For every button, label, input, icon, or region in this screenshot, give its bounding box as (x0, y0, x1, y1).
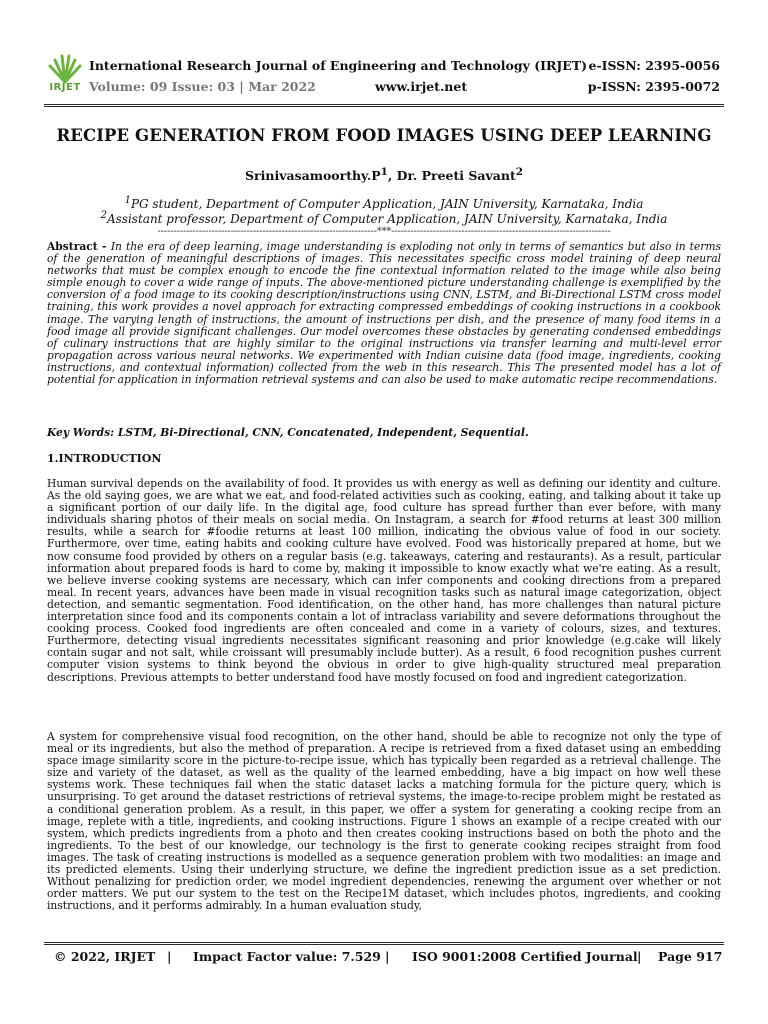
logo-text: IRJET (49, 82, 81, 93)
footer-divider (44, 942, 724, 945)
footer-separator: | (637, 949, 642, 964)
paper-title: RECIPE GENERATION FROM FOOD IMAGES USING DEEP LEARNING (56, 126, 712, 145)
author-1-sup: 1 (380, 166, 388, 178)
footer-separator: | (167, 949, 172, 964)
abstract-text: In the era of deep learning, image understanding is exploding not only in terms of semantics but also in terms of the generation of meaningful descriptions of images. This necessitates specific cross model training of deep neural networks that must be complex enough to encode the fine contextual information related to the image while also being simple enough to cover a wide range of inputs. The above-mentioned picture understanding challenge is exemplified by the conversion of a food image to its cooking description/instructions using CNN, LSTM, and Bi-Directional LSTM cross model training, this work provides a novel approach for extracting compressed embeddings of cooking instructions in a cookbook image. The varying length of instructions, the amount of instructions per dish, and the presence of many food items in a food image all provide significant challenges. Our model overcomes these obstacles by generating condensed embeddings of culinary instructions that are highly similar to the original instructions via transfer learning and multi-level error propagation across various neural networks. We experimented with Indian cuisine data (food image, ingredients, cooking instructions, and contextual information) collected from the web in this research. This The presented model has a lot of potential for application in information retrieval systems and can also be used to make automatic recipe recommendations. (47, 240, 721, 387)
irjet-logo (44, 54, 86, 98)
introduction-paragraph-2: A system for comprehensive visual food recognition, on the other hand, should be able to recognize not only the type of meal or its ingredients, but also the method of preparation. A recipe is retrieved from a fixed dataset using an embedding space image similarity score in the picture-to-recipe issue, which has typically been regarded as a retrieval challenge. The size and variety of the dataset, as well as the quality of the learned embedding, have a big impact on how well these systems work. These techniques fail when the static dataset lacks a matching formula for the picture query, which is unsurprising. To get around the dataset restrictions of retrieval systems, the image-to-recipe problem might be restated as a conditional generation problem. As a result, in this paper, we offer a system for generating a cooking recipe from an image, replete with a title, ingredients, and cooking instructions. Figure 1 shows an example of a recipe created with our system, which predicts ingredients from a photo and then creates cooking instructions based on both the photo and the ingredients. To the best of our knowledge, our technology is the first to generate cooking recipes straight from food images. The task of creating instructions is modelled as a sequence generation problem with two modalities: an image and its predicted elements. Using their underlying structure, we define the ingredient prediction issue as a set prediction. Without penalizing for prediction order, we model ingredient dependencies, renewing the argument over whether or not order matters. We put our system to the test on the Recipe1M dataset, which includes photos, ingredients, and cooking instructions, and it performs admirably. In a human evaluation study, (47, 730, 721, 913)
affiliation-2 (40, 210, 728, 226)
header-divider (44, 104, 724, 109)
author-1: Srinivasamoorthy.P (245, 168, 381, 184)
author-separator: , (387, 168, 397, 184)
author-2-sup: 2 (515, 166, 523, 178)
affiliation-2-text: Assistant professor, Department of Computer Application, JAIN University, Karnataka, India (106, 212, 668, 226)
abstract (47, 241, 721, 386)
footer-impact-factor: Impact Factor value: 7.529 (193, 949, 381, 964)
volume-issue: Volume: 09 Issue: 03 | Mar 2022 (89, 79, 316, 94)
authors-line (40, 166, 728, 183)
footer-copyright: © 2022, IRJET (54, 949, 156, 964)
affiliation-2-sup: 2 (100, 210, 107, 221)
author-2: Dr. Preeti Savant (396, 168, 516, 184)
affiliation-1-text: PG student, Department of Computer Application, JAIN University, Karnataka, India (130, 197, 644, 211)
e-issn: e-ISSN: 2395-0056 (588, 58, 720, 73)
affiliation-1 (40, 195, 728, 211)
affiliation-1-sup: 1 (124, 195, 131, 206)
section-heading-introduction: 1.INTRODUCTION (47, 452, 162, 465)
journal-name: International Research Journal of Engineering and Technology (IRJET) (89, 58, 588, 73)
introduction-paragraph-1: Human survival depends on the availability of food. It provides us with energy as well as defining our identity and culture. As the old saying goes, we are what we eat, and food-related activities such as cooking, eating, and talking about it take up a significant portion of our daily life. In the digital age, food culture has spread further than ever before, with many individuals sharing photos of their meals on social media. On Instagram, a search for #food returns at least 300 million results, while a search for #foodie returns at least 100 million, indicating the obvious value of food in our society. Furthermore, over time, eating habits and cooking culture have evolved. Food was historically prepared at home, but we now consume food provided by others on a regular basis (e.g. takeaways, catering and restaurants). As a result, particular information about prepared foods is hard to come by, making it impossible to know exactly what we're eating. As a result, we believe inverse cooking systems are necessary, which can infer components and cooking directions from a prepared meal. In recent years, advances have been made in visual recognition tasks such as natural image categorization, object detection, and semantic segmentation. Food identification, on the other hand, has more challenges than natural picture interpretation since food and its components contain a lot of intraclass variability and severe deformations throughout the cooking process. Cooked food ingredients are often concealed and come in a variety of colours, sizes, and textures. Furthermore, detecting visual ingredients necessitates significant reasoning and prior knowledge (e.g.cake will likely contain sugar and not salt, while croissant will presumably include butter). As a result, 6 food recognition pushes current computer vision systems to think beyond the obvious in order to give high-quality structured meal preparation descriptions. Previous attempts to better understand food have mostly focused on food and ingredient categorization. (47, 477, 721, 684)
keywords (47, 427, 721, 439)
section-separator: ---------------------------------------------------------------------***--------------------------------------------------------------------- (157, 226, 611, 237)
footer-separator: | (385, 949, 390, 964)
p-issn: p-ISSN: 2395-0072 (587, 79, 720, 94)
keywords-label: Key Words (47, 426, 111, 439)
keywords-text: : LSTM, Bi-Directional, CNN, Concatenated, Independent, Sequential. (110, 426, 529, 439)
journal-website-link[interactable]: www.irjet.net (375, 79, 468, 94)
leaf-fan-icon (44, 54, 86, 84)
footer-page-number: Page 917 (658, 949, 723, 964)
journal-header (0, 0, 768, 110)
abstract-label: Abstract - (47, 240, 111, 253)
footer-iso: ISO 9001:2008 Certified Journal (412, 949, 638, 964)
